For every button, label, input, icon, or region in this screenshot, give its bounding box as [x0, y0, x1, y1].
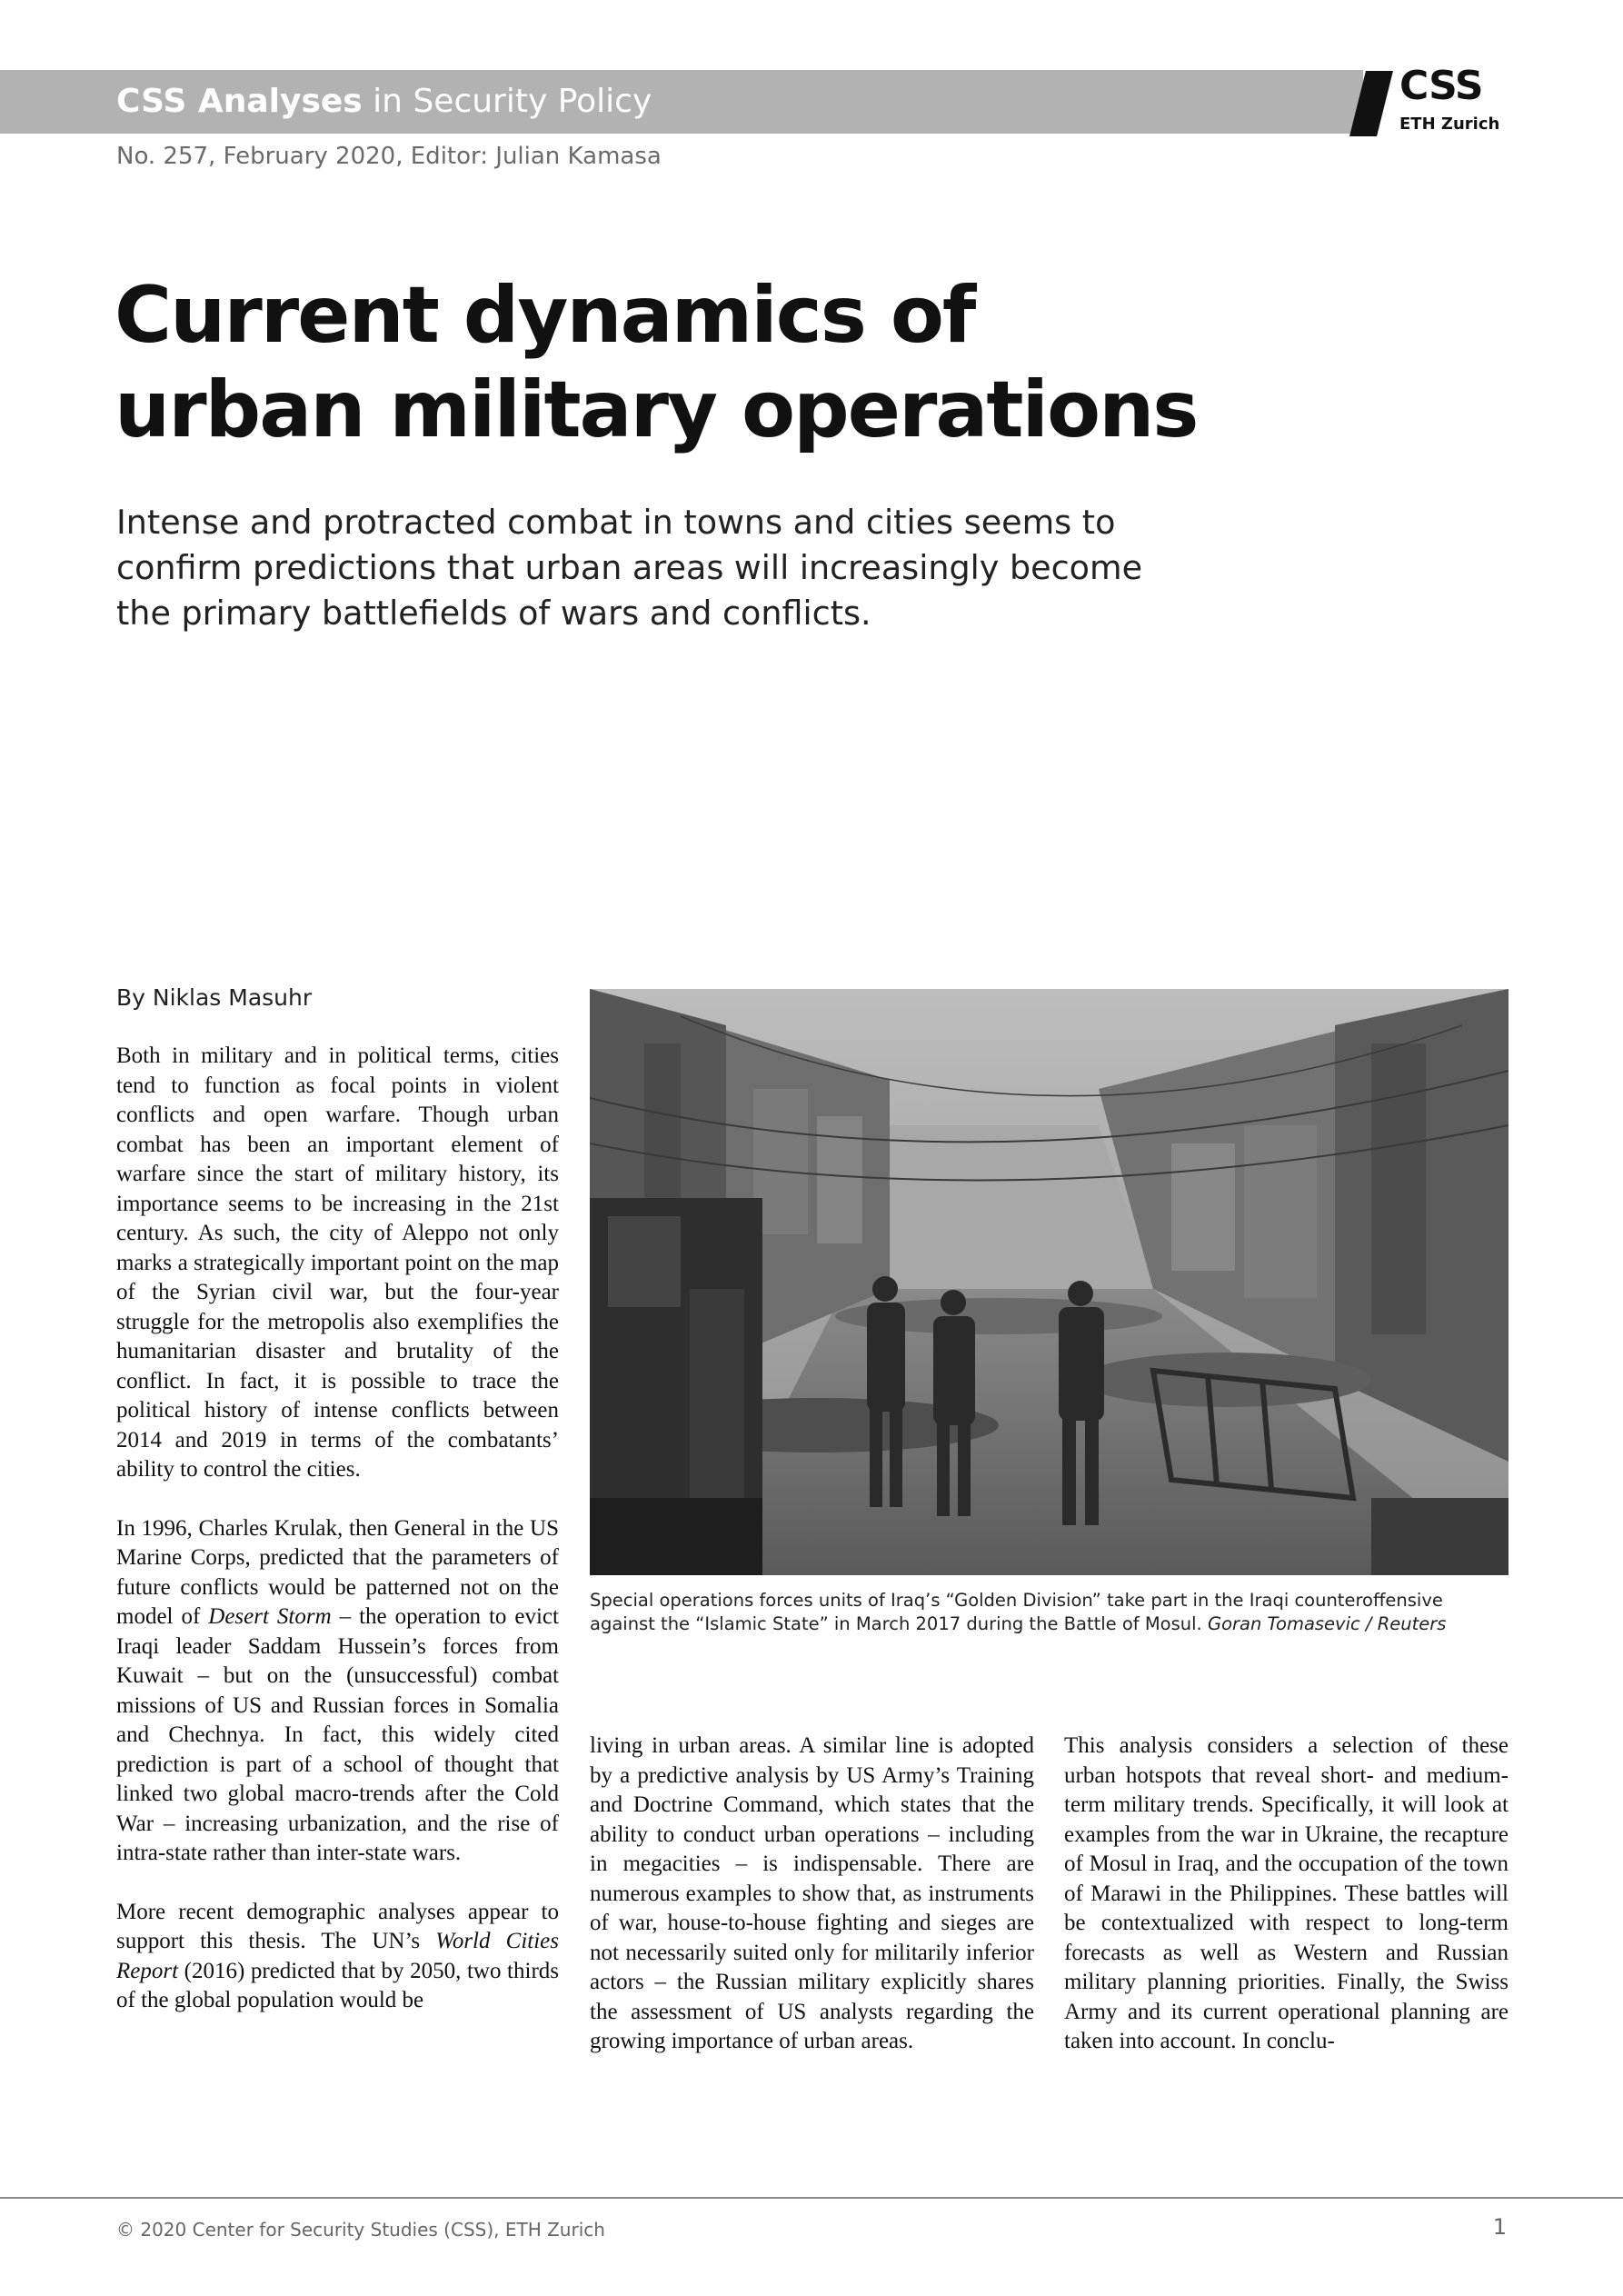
logo-subtext: ETH Zurich: [1399, 115, 1500, 134]
css-logo: [1358, 65, 1521, 140]
body-column-3: [1064, 1732, 1508, 2086]
body-paragraph-2-italic: Desert Storm: [208, 1604, 332, 1629]
logo-text: CSS: [1399, 63, 1483, 109]
body-column-2: [590, 1732, 1034, 2086]
lead-paragraph: [116, 500, 1261, 636]
body-paragraph-5: This analysis considers a selection of these urban hotspots that reveal short- and medium-term military trends. Specifically, it will look at examples from the war in Ukraine, the recapture of Mosul in Iraq, and the occupation of the town of Marawi in the Philippines. These battles will be contextualized with respect to long-term forecasts as well as Western and Russian military planning priorities. Finally, the Swiss Army and its current operational planning are taken into account. In conclu-: [1064, 1733, 1508, 2053]
lead-line-2: confirm predictions that urban areas will increasingly become: [116, 548, 1143, 587]
body-paragraph-4: living in urban areas. A similar line is adopted by a predictive analysis by US Army’s Training and Doctrine Command, which states that the ability to conduct urban operations – including in megacities – is indispensable. There are numerous examples to show that, as instruments of war, house-to-house fighting and sieges are not necessarily suited only for militarily inferior actors – the Russian military explicitly shares the assessment of US analysts regarding the growing importance of urban areas.: [590, 1733, 1034, 2053]
body-paragraph-3-part-2: (2016) predicted that by 2050, two thirds of the global population would be: [116, 1958, 559, 2012]
photo-illustration: [590, 989, 1508, 1575]
page-title-line-1: Current dynamics of: [115, 270, 975, 361]
lead-line-3: the primary battlefields of wars and conflicts.: [116, 594, 871, 633]
caption-text: Special operations forces units of Iraq’s “Golden Division” take part in the Iraqi counteroffensive against the “Islamic State” in March 2017 during the Battle of Mosul.: [590, 1590, 1443, 1634]
body-paragraph-3-italic: World Cities Report: [116, 1929, 559, 1983]
page-title: [115, 268, 1296, 457]
body-paragraph-1: Both in military and in political terms, cities tend to function as focal points in violent conflicts and open warfare. Though urban combat has been an important element of warfare since the start of military history, its importance seems to be increasing in the 21st century. As such, the city of Aleppo not only marks a strategically important point on the map of the Syrian civil war, but the four-year struggle for the metropolis also exemplifies the humanitarian disaster and brutality of the conflict. In fact, it is possible to trace the political history of intense conflicts between 2014 and 2019 in terms of the combatants’ ability to control the cities.: [116, 1043, 559, 1482]
series-title-light: in Security Policy: [362, 83, 652, 120]
page-title-line-2: urban military operations: [115, 364, 1198, 455]
body-paragraph-2-part-1: In 1996, Charles Krulak, then General in the US Marine Corps, predicted that the parameters of future conflicts would be patterned not on the model of: [116, 1515, 559, 1629]
photo-caption: [590, 1589, 1508, 1636]
article-photo: [590, 989, 1508, 1575]
body-paragraph-3: [116, 1898, 559, 2016]
lead-line-1: Intense and protracted combat in towns and cities seems to: [116, 503, 1116, 542]
body-paragraph-2-part-2: – the operation to evict Iraqi leader Saddam Hussein’s forces from Kuwait – but on the (unsuccessful) combat missions of US and Russian forces in Somalia and Chechnya. In fact, this widely cited prediction is part of a school of thought that linked two global macro-trends after the Cold War – increasing urbanization, and the rise of intra-state rather than inter-state wars.: [116, 1604, 559, 1865]
footer-copyright: © 2020 Center for Security Studies (CSS), ETH Zurich: [116, 2219, 605, 2241]
byline: By Niklas Masuhr: [116, 984, 313, 1011]
body-column-1: [116, 1042, 559, 2045]
series-title: [116, 81, 652, 123]
body-paragraph-3-part-1: More recent demographic analyses appear to support this thesis. The UN’s: [116, 1899, 559, 1953]
page-number: 1: [1492, 2214, 1507, 2240]
caption-credit: Goran Tomasevic / Reuters: [1207, 1613, 1447, 1634]
body-paragraph-2: [116, 1514, 559, 1869]
footer-divider: [0, 2197, 1623, 2199]
series-title-bold: CSS Analyses: [116, 83, 363, 120]
issue-line: No. 257, February 2020, Editor: Julian Kamasa: [116, 143, 662, 170]
